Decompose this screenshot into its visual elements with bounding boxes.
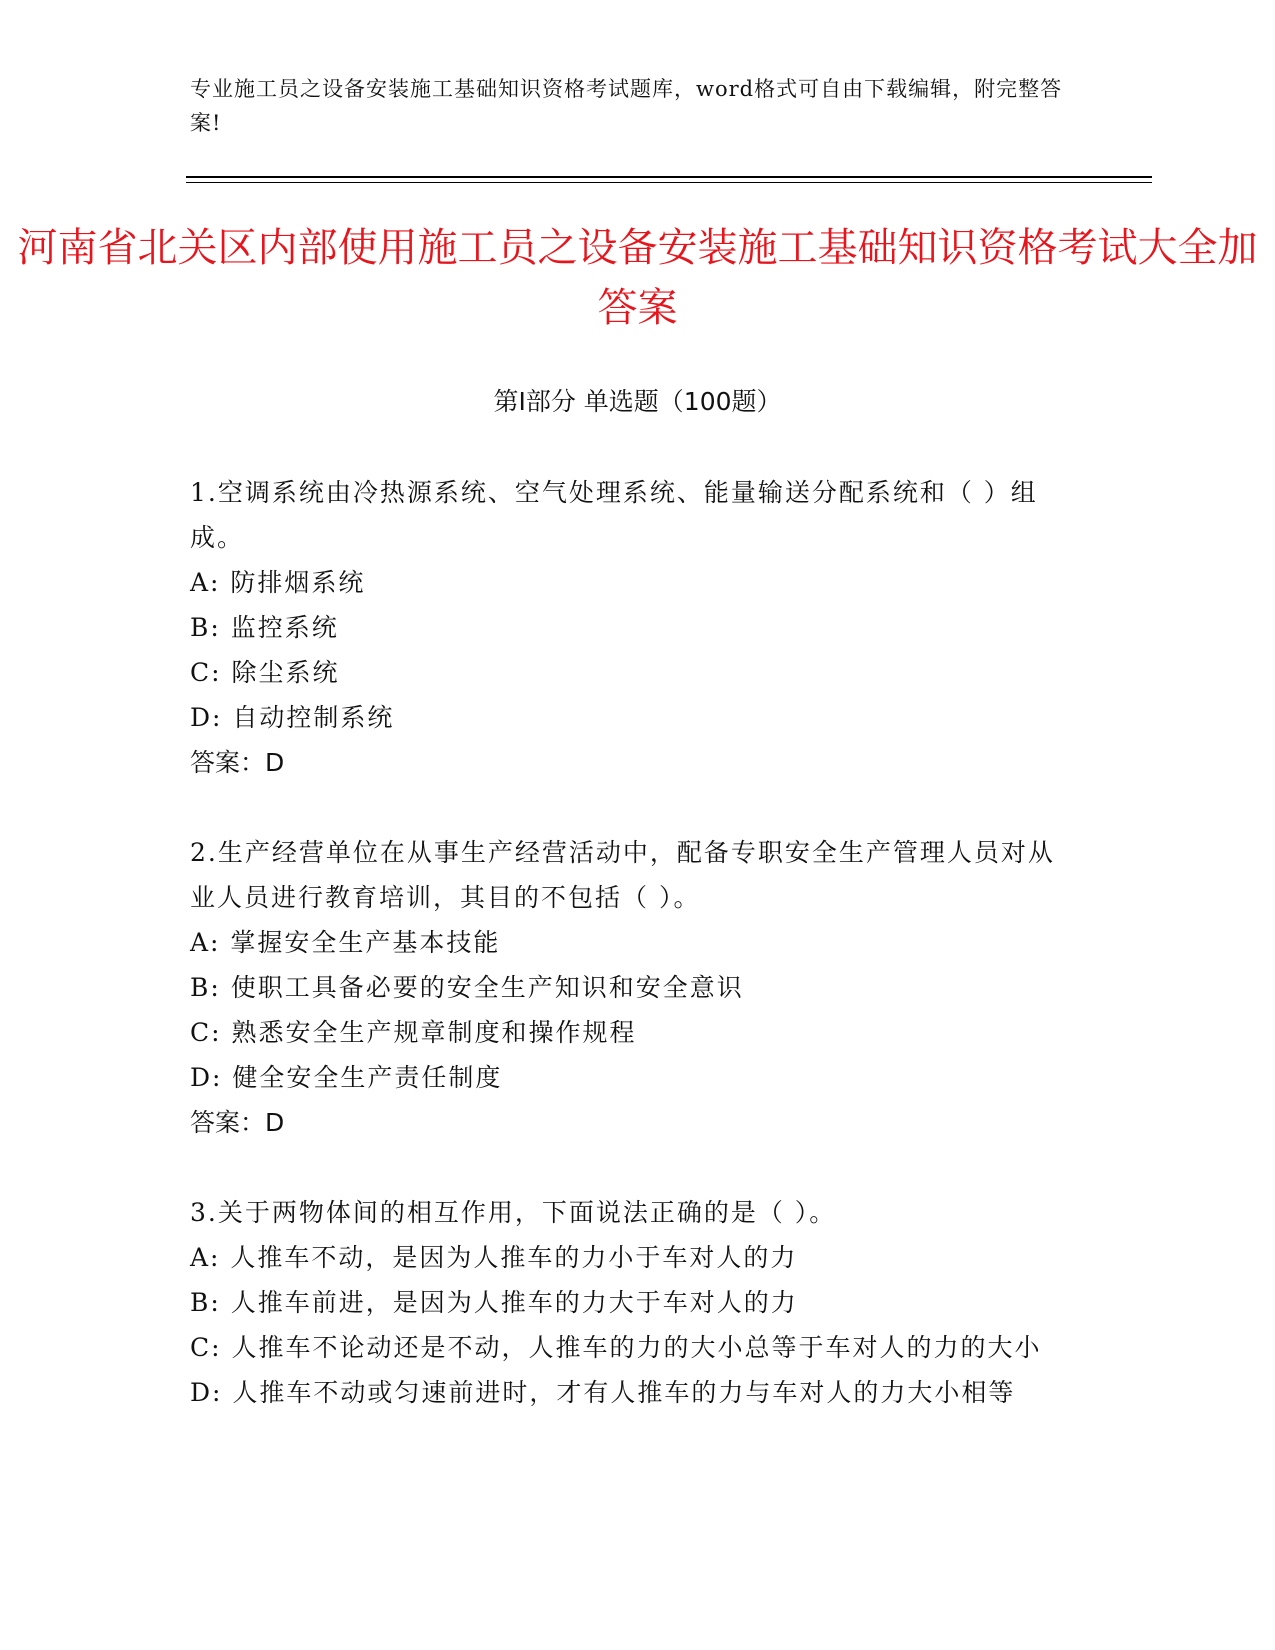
option-a: A: 人推车不动，是因为人推车的力小于车对人的力 (190, 1243, 798, 1272)
option-a: A: 掌握安全生产基本技能 (190, 928, 501, 957)
option-d: D: 人推车不动或匀速前进时，才有人推车的力与车对人的力大小相等 (190, 1378, 1016, 1407)
option-c: C: 人推车不论动还是不动，人推车的力的大小总等于车对人的力的大小 (190, 1333, 1042, 1362)
option-d: D: 自动控制系统 (190, 703, 395, 732)
document-title: 河南省北关区内部使用施工员之设备安装施工基础知识资格考试大全加答案 (17, 225, 1258, 331)
question-stem: 2.生产经营单位在从事生产经营活动中，配备专职安全生产管理人员对从业人员进行教育培训，其目的不包括（ ）。 (190, 838, 1055, 912)
option-b: B: 监控系统 (190, 613, 339, 642)
option-c: C: 熟悉安全生产规章制度和操作规程 (190, 1018, 637, 1047)
option-a: A: 防排烟系统 (190, 568, 366, 597)
header-divider-thin (186, 182, 1152, 183)
question-3 (190, 1190, 1070, 1415)
question-list (190, 470, 1070, 1460)
answer: 答案：D (190, 748, 285, 777)
answer: 答案：D (190, 1108, 285, 1137)
section-heading: 第Ⅰ部分 单选题（100题） (493, 387, 782, 416)
option-d: D: 健全安全生产责任制度 (190, 1063, 503, 1092)
question-2 (190, 830, 1070, 1145)
option-b: B: 使职工具备必要的安全生产知识和安全意识 (190, 973, 744, 1002)
header-divider-thick (186, 176, 1152, 178)
header-note: 专业施工员之设备安装施工基础知识资格考试题库，word格式可自由下载编辑，附完整答案! (190, 77, 1063, 135)
question-1 (190, 470, 1070, 785)
question-stem: 1.空调系统由冷热源系统、空气处理系统、能量输送分配系统和（ ）组成。 (190, 478, 1038, 552)
option-c: C: 除尘系统 (190, 658, 340, 687)
option-b: B: 人推车前进，是因为人推车的力大于车对人的力 (190, 1288, 798, 1317)
question-stem: 3.关于两物体间的相互作用，下面说法正确的是（ ）。 (190, 1198, 837, 1227)
